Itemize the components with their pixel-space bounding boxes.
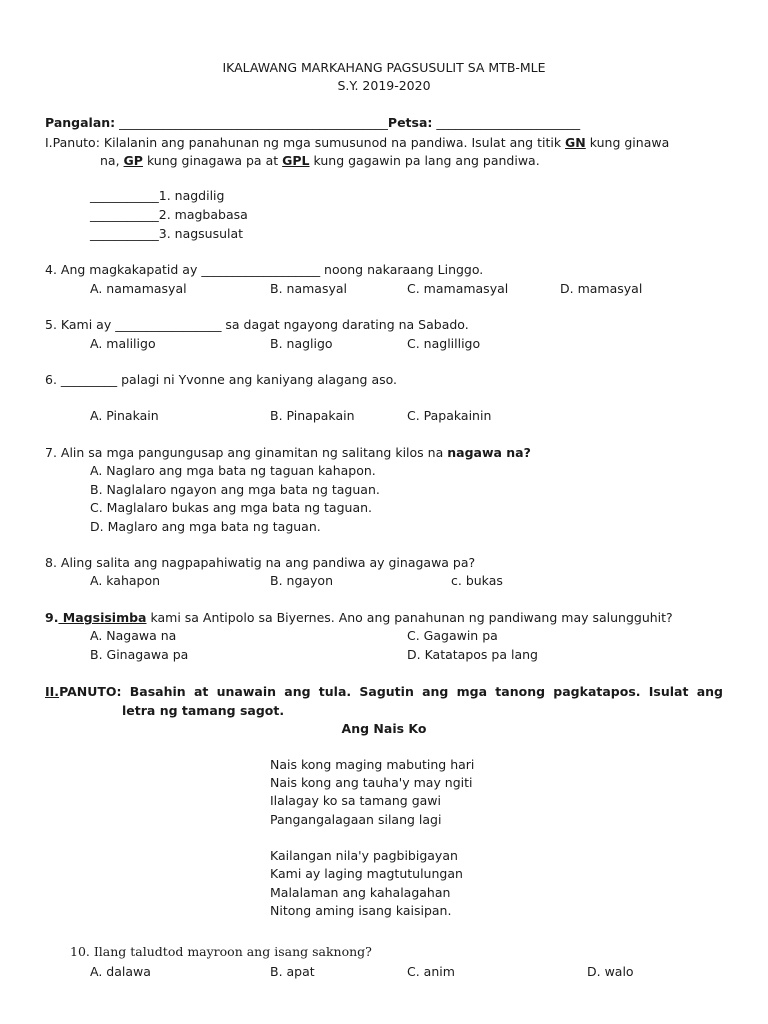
- part1-text-a: Kilalanin ang panahunan ng mga sumusunod na pandiwa. Isulat ang titik: [103, 135, 562, 150]
- list-item: [90, 188, 224, 204]
- choice[interactable]: A. Nagawa na: [90, 628, 177, 643]
- question-6: 6. _________ palagi ni Yvonne ang kaniyang alagang aso.: [45, 372, 398, 387]
- choice[interactable]: B. ngayon: [270, 573, 334, 588]
- poem-line: Ilalagay ko sa tamang gawi: [270, 793, 441, 808]
- part1-text-b: kung ginawa: [589, 135, 670, 150]
- part2-number: II.: [45, 684, 60, 699]
- choice[interactable]: C. Gagawin pa: [407, 628, 498, 643]
- part2-instruction-line1: [45, 684, 723, 700]
- choice[interactable]: B. Naglalaro ngayon ang mga bata ng taguan.: [90, 482, 380, 497]
- part1-text-d: kung ginagawa pa at: [146, 153, 279, 168]
- part1-instruction-line1: [45, 135, 669, 151]
- poem-line: Pangangalagaan silang lagi: [270, 812, 442, 827]
- poem-line: Kailangan nila'y pagbibigayan: [270, 848, 458, 863]
- choice[interactable]: B. apat: [270, 964, 315, 979]
- code-gp: GP: [123, 153, 143, 168]
- choice[interactable]: C. Papakainin: [407, 408, 492, 423]
- question-8: 8. Aling salita ang nagpapahiwatig na ang pandiwa ay ginagawa pa?: [45, 555, 476, 570]
- choice[interactable]: B. Ginagawa pa: [90, 647, 189, 662]
- code-gn: GN: [565, 135, 586, 150]
- question-7-emphasis: nagawa na?: [447, 445, 531, 460]
- list-item: [90, 226, 243, 242]
- name-blank[interactable]: ___________________________________________: [119, 115, 388, 130]
- part2-instruction-line2: letra ng tamang sagot.: [122, 703, 285, 718]
- choice[interactable]: A. maliligo: [90, 336, 156, 351]
- answer-blank[interactable]: ___________: [90, 188, 159, 203]
- name-label: Pangalan:: [45, 115, 116, 130]
- school-year: S.Y. 2019-2020: [337, 78, 431, 93]
- choice[interactable]: c. bukas: [451, 573, 503, 588]
- part1-text-c: na,: [100, 153, 120, 168]
- choice[interactable]: A. dalawa: [90, 964, 151, 979]
- answer-blank[interactable]: ___________: [90, 207, 159, 222]
- code-gpl: GPL: [282, 153, 310, 168]
- choice[interactable]: A. namamasyal: [90, 281, 187, 296]
- poem-line: Kami ay laging magtutulungan: [270, 866, 463, 881]
- item-text: 1. nagdilig: [158, 188, 225, 203]
- part1-instruction-line2: [100, 153, 540, 169]
- choice[interactable]: D. Katatapos pa lang: [407, 647, 538, 662]
- choice[interactable]: A. Pinakain: [90, 408, 159, 423]
- poem-line: Nitong aming isang kaisipan.: [270, 903, 452, 918]
- question-9: [45, 610, 673, 626]
- choice[interactable]: D. Maglaro ang mga bata ng taguan.: [90, 519, 321, 534]
- choice[interactable]: C. naglilligo: [407, 336, 481, 351]
- poem-line: Nais kong ang tauha'y may ngiti: [270, 775, 473, 790]
- name-line: [45, 115, 580, 131]
- choice[interactable]: B. namasyal: [270, 281, 347, 296]
- question-4: 4. Ang magkakapatid ay ___________________ noong nakaraang Linggo.: [45, 262, 484, 277]
- date-blank[interactable]: _______________________: [436, 115, 581, 130]
- part2-text: PANUTO: Basahin at unawain ang tula. Sagutin ang mga tanong pagkatapos. Isulat ang: [59, 684, 723, 699]
- question-9-number: 9.: [45, 610, 59, 625]
- choice[interactable]: A. kahapon: [90, 573, 161, 588]
- part1-number: I.: [45, 135, 53, 150]
- question-10: 10. Ilang taludtod mayroon ang isang saknong?: [70, 944, 372, 959]
- question-7-stem: 7. Alin sa mga pangungusap ang ginamitan ng salitang kilos na: [45, 445, 444, 460]
- part1-label: Panuto:: [52, 135, 100, 150]
- item-text: 3. nagsusulat: [158, 226, 244, 241]
- date-label: Petsa:: [387, 115, 433, 130]
- answer-blank[interactable]: ___________: [90, 226, 159, 241]
- choice[interactable]: C. mamamasyal: [407, 281, 509, 296]
- list-item: [90, 207, 248, 223]
- choice[interactable]: C. anim: [407, 964, 455, 979]
- item-text: 2. magbabasa: [158, 207, 248, 222]
- choice[interactable]: C. Maglalaro bukas ang mga bata ng taguan.: [90, 500, 372, 515]
- poem-line: Nais kong maging mabuting hari: [270, 757, 475, 772]
- choice[interactable]: B. Pinapakain: [270, 408, 355, 423]
- poem-line: Malalaman ang kahalagahan: [270, 885, 451, 900]
- question-9-stem: kami sa Antipolo sa Biyernes. Ano ang panahunan ng pandiwang may salungguhit?: [150, 610, 673, 625]
- choice[interactable]: D. mamasyal: [560, 281, 643, 296]
- poem-title: Ang Nais Ko: [341, 721, 427, 736]
- question-9-underlined-word: Magsisimba: [58, 610, 147, 625]
- choice[interactable]: A. Naglaro ang mga bata ng taguan kahapon.: [90, 463, 376, 478]
- question-5: 5. Kami ay _________________ sa dagat ngayong darating na Sabado.: [45, 317, 469, 332]
- part1-text-e: kung gagawin pa lang ang pandiwa.: [313, 153, 540, 168]
- choice[interactable]: D. walo: [587, 964, 634, 979]
- question-7: [45, 445, 531, 461]
- exam-title: IKALAWANG MARKAHANG PAGSUSULIT SA MTB-MLE: [222, 60, 546, 75]
- choice[interactable]: B. nagligo: [270, 336, 333, 351]
